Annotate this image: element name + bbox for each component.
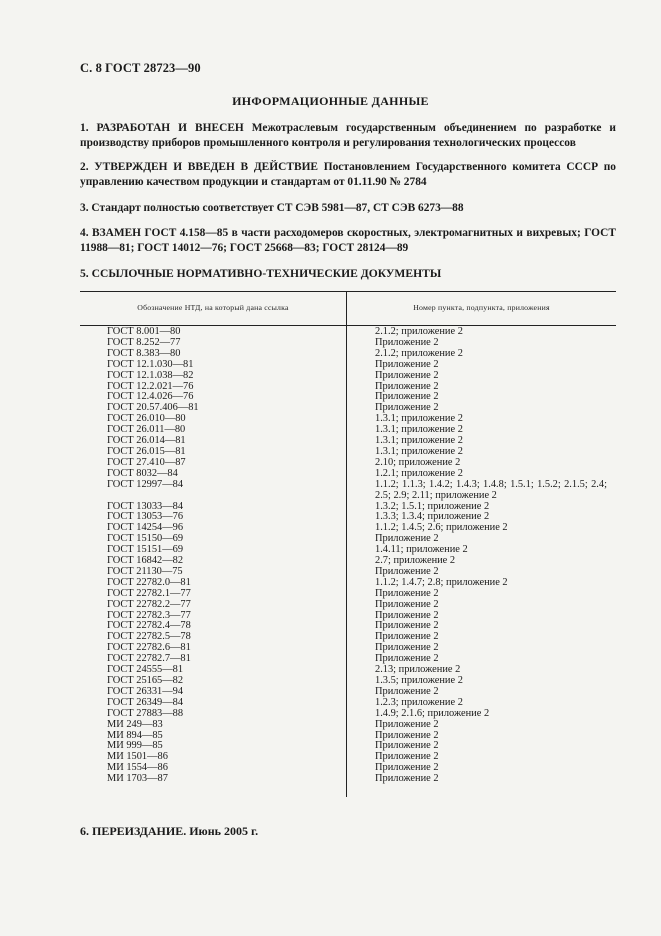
table-cell-document: ГОСТ 8.383—80: [107, 347, 181, 359]
table-cell-clause: Приложение 2: [375, 653, 439, 665]
info-item-3: [80, 201, 616, 216]
table-cell-clause: 1.1.2; 1.4.7; 2.8; приложение 2: [375, 576, 508, 588]
table-cell-clause: Приложение 2: [375, 402, 439, 414]
table-cell-clause: Приложение 2: [375, 565, 439, 577]
table-cell-document: ГОСТ 13033—84: [107, 500, 184, 512]
table-cell-document: ГОСТ 24555—81: [107, 664, 184, 676]
table-cell-document: ГОСТ 27883—88: [107, 707, 184, 719]
table-cell-document: ГОСТ 25165—82: [107, 675, 184, 686]
table-cell-clause: 1.3.3; 1.3.4; приложение 2: [375, 511, 490, 523]
table-cell-document: ГОСТ 27.410—87: [107, 456, 186, 468]
table-cell-clause: 1.3.2; 1.5.1; приложение 2: [375, 500, 490, 512]
table-cell-document: МИ 1703—87: [107, 773, 168, 785]
table-cell-document: ГОСТ 26.011—80: [107, 424, 186, 436]
table-cell-clause: Приложение 2: [375, 718, 439, 730]
item-label: 5. ССЫЛОЧНЫЕ НОРМАТИВНО-ТЕХНИЧЕСКИЕ ДОКУМЕНТЫ: [80, 267, 442, 280]
table-cell-document: ГОСТ 26.014—81: [107, 435, 186, 447]
table-cell-document: ГОСТ 12.4.026—76: [107, 391, 194, 403]
table-cell-document: МИ 1501—86: [107, 751, 168, 763]
table-cell-document: ГОСТ 26349—84: [107, 696, 184, 708]
table-cell-clause: Приложение 2: [375, 685, 439, 697]
table-cell-document: МИ 249—83: [107, 718, 163, 730]
table-body: [80, 327, 616, 785]
item-label: 2. УТВЕРЖДЕН И ВВЕДЕН В ДЕЙСТВИЕ: [80, 161, 319, 173]
item-label: 6. ПЕРЕИЗДАНИЕ: [80, 824, 184, 838]
table-cell-document: ГОСТ 22782.0—81: [107, 576, 191, 588]
table-cell-document: ГОСТ 22782.5—78: [107, 631, 191, 643]
table-cell-document: ГОСТ 8.252—77: [107, 336, 181, 348]
info-item-6: [80, 824, 616, 839]
table-cell-document: ГОСТ 26.015—81: [107, 445, 186, 457]
table-row: [80, 774, 616, 785]
table-cell-document: ГОСТ 26331—94: [107, 685, 184, 697]
table-cell-clause: 1.1.2; 1.4.5; 2.6; приложение 2: [375, 522, 508, 534]
table-cell-clause: 2.13; приложение 2: [375, 664, 461, 676]
item-label: 3.: [80, 202, 89, 214]
table-cell-clause: 2.1.2; приложение 2: [375, 347, 463, 359]
table-cell-clause: 1.3.5; приложение 2: [375, 675, 463, 686]
table-cell-clause: Приложение 2: [375, 762, 439, 774]
table-cell-clause: 1.3.1; приложение 2: [375, 424, 463, 436]
item-text: Стандарт полностью соответствует СТ СЭВ 5981—87, СТ СЭВ 6273—88: [88, 202, 464, 214]
table-cell-document: ГОСТ 22782.3—77: [107, 609, 191, 621]
table-cell-document: ГОСТ 22782.4—78: [107, 620, 191, 632]
table-cell-clause: Приложение 2: [375, 773, 439, 785]
info-item-5: [80, 266, 616, 281]
table-cell-document: ГОСТ 16842—82: [107, 555, 184, 567]
table-cell-document: ГОСТ 21130—75: [107, 565, 183, 577]
table-row: [80, 600, 616, 611]
table-cell-clause: 2.1.2; приложение 2: [375, 326, 463, 337]
table-cell-clause: 2.10; приложение 2: [375, 456, 461, 468]
table-cell-clause: 1.2.3; приложение 2: [375, 696, 463, 708]
table-row: [80, 720, 616, 731]
info-item-2: [80, 160, 616, 190]
table-cell-clause: 1.2.1; приложение 2: [375, 467, 463, 479]
table-cell-clause: 1.1.2; 1.1.3; 1.4.2; 1.4.3; 1.4.8; 1.5.1; 1.5.2; 2.1.5; 2.4; 2.5; 2.9; 2.11; приложение 2: [375, 478, 607, 501]
table-cell-document: МИ 999—85: [107, 740, 163, 752]
table-row: [80, 709, 616, 720]
table-cell-clause: Приложение 2: [375, 358, 439, 370]
table-cell-document: МИ 1554—86: [107, 762, 168, 774]
table-cell-clause: Приложение 2: [375, 587, 439, 599]
info-item-1: [80, 121, 616, 151]
table-cell-document: ГОСТ 20.57.406—81: [107, 402, 199, 414]
table-cell-clause: 2.7; приложение 2: [375, 555, 456, 567]
table-cell-clause: Приложение 2: [375, 642, 439, 654]
table-cell-document: ГОСТ 15151—69: [107, 544, 184, 556]
table-cell-document: ГОСТ 12997—84: [107, 478, 184, 490]
table-cell-clause: Приложение 2: [375, 609, 439, 621]
table-cell-clause: 1.3.1; приложение 2: [375, 445, 463, 457]
table-cell-clause: Приложение 2: [375, 380, 439, 392]
table-cell-clause: Приложение 2: [375, 729, 439, 741]
table-cell-clause: Приложение 2: [375, 533, 439, 545]
table-row: [80, 480, 616, 502]
item-text: Межотраслевым государственным объединением по разработке и производству приборов промышленного контроля и регулирования технологических процессов: [80, 122, 616, 149]
table-cell-document: ГОСТ 8.001—80: [107, 326, 181, 337]
table-cell-clause: Приложение 2: [375, 751, 439, 763]
page-header: С. 8 ГОСТ 28723—90: [80, 61, 201, 75]
table-row: [80, 360, 616, 371]
table-cell-document: ГОСТ 12.1.038—82: [107, 369, 194, 381]
table-cell-document: ГОСТ 22782.7—81: [107, 653, 191, 665]
table-cell-document: ГОСТ 12.1.030—81: [107, 358, 194, 370]
item-text: Постановлением Государственного комитета СССР по управлению качеством продукции и стандартам от 01.11.90 № 2784: [80, 161, 616, 188]
page-title: ИНФОРМАЦИОННЫЕ ДАННЫЕ: [232, 94, 429, 108]
table-cell-clause: Приложение 2: [375, 369, 439, 381]
table-cell-document: ГОСТ 22782.6—81: [107, 642, 191, 654]
table-cell-clause: Приложение 2: [375, 391, 439, 403]
table-cell-document: ГОСТ 22782.2—77: [107, 598, 191, 610]
table-cell-document: ГОСТ 12.2.021—76: [107, 380, 194, 392]
table-cell-document: МИ 894—85: [107, 729, 163, 741]
table-cell-clause: Приложение 2: [375, 740, 439, 752]
table-cell-clause: 1.3.1; приложение 2: [375, 413, 463, 425]
item-text: . Июнь 2005 г.: [183, 824, 259, 838]
table-cell-clause: 1.4.11; приложение 2: [375, 544, 468, 556]
table-cell-document: ГОСТ 22782.1—77: [107, 587, 191, 599]
table-cell-document: ГОСТ 14254—96: [107, 522, 184, 534]
table-cell-document: ГОСТ 26.010—80: [107, 413, 186, 425]
table-top-rule: [80, 291, 616, 292]
table-cell-clause: Приложение 2: [375, 598, 439, 610]
table-cell-clause: Приложение 2: [375, 336, 439, 348]
table-cell-document: ГОСТ 15150—69: [107, 533, 184, 545]
table-header-clause: Номер пункта, подпункта, приложения: [413, 303, 550, 312]
table-cell-clause: 1.3.1; приложение 2: [375, 435, 463, 447]
item-label: 4. ВЗАМЕН: [80, 227, 142, 239]
table-cell-clause: Приложение 2: [375, 631, 439, 643]
table-cell-clause: 1.4.9; 2.1.6; приложение 2: [375, 707, 490, 719]
table-cell-document: ГОСТ 13053—76: [107, 511, 184, 523]
item-text: ГОСТ 4.158—85 в части расходомеров скоростных, электромагнитных и вихревых; ГОСТ 11988—81; ГОСТ 14012—76; ГОСТ 25668—83; ГОСТ 28124—89: [80, 227, 616, 254]
table-header-document: Обозначение НТД, на который дана ссылка: [137, 303, 289, 312]
info-item-4: [80, 226, 616, 256]
table-row: [80, 371, 616, 382]
item-label: 1. РАЗРАБОТАН И ВНЕСЕН: [80, 122, 244, 134]
table-cell-document: ГОСТ 8032—84: [107, 467, 178, 479]
table-cell-clause: Приложение 2: [375, 620, 439, 632]
